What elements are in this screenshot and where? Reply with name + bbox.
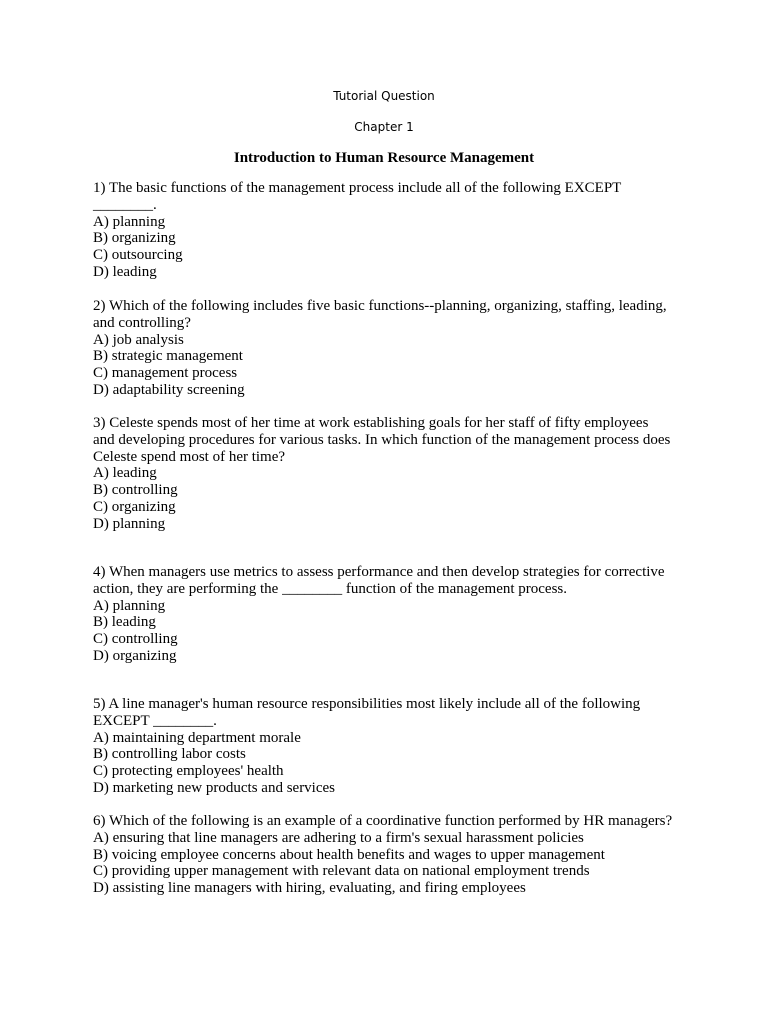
answer-option-b: B) leading xyxy=(93,614,156,631)
document-title: Introduction to Human Resource Management xyxy=(233,150,535,166)
chapter-heading: Chapter 1 xyxy=(354,120,414,134)
answer-option-b: B) controlling xyxy=(93,482,178,499)
answer-option-d: D) leading xyxy=(93,263,157,280)
tutorial-heading: Tutorial Question xyxy=(333,89,435,103)
answer-option-b: B) organizing xyxy=(93,230,176,247)
answer-option-a: A) leading xyxy=(93,465,157,482)
answer-option-a: A) ensuring that line managers are adhering to a firm's sexual harassment policies xyxy=(93,829,584,846)
question-1 xyxy=(93,180,673,281)
answer-option-d: D) adaptability screening xyxy=(93,381,245,398)
question-4 xyxy=(93,564,673,665)
answer-option-c: C) providing upper management with relevant data on national employment trends xyxy=(93,863,590,880)
answer-option-a: A) job analysis xyxy=(93,331,184,348)
answer-option-a: A) planning xyxy=(93,597,166,614)
answer-option-d: D) marketing new products and services xyxy=(93,779,336,796)
answer-option-a: A) planning xyxy=(93,213,166,230)
answer-option-d: D) organizing xyxy=(93,647,177,664)
question-5 xyxy=(93,696,673,797)
question-6 xyxy=(93,813,673,897)
answer-option-c: C) management process xyxy=(93,365,238,382)
question-stem: 4) When managers use metrics to assess performance and then develop strategies for corrective action, they are performing the ________ function of the management process. xyxy=(93,564,665,597)
answer-option-c: C) controlling xyxy=(93,631,178,648)
question-stem: 5) A line manager's human resource responsibilities most likely include all of the following EXCEPT ________. xyxy=(93,696,641,729)
answer-option-c: C) outsourcing xyxy=(93,247,183,264)
answer-option-d: D) planning xyxy=(93,515,166,532)
question-3 xyxy=(93,415,673,533)
question-2 xyxy=(93,298,673,399)
question-stem: 1) The basic functions of the management process include all of the following EXCEPT ________. xyxy=(93,180,622,213)
answer-option-a: A) maintaining department morale xyxy=(93,729,301,746)
answer-option-b: B) voicing employee concerns about health benefits and wages to upper management xyxy=(93,846,605,863)
question-stem: 3) Celeste spends most of her time at work establishing goals for her staff of fifty employees and developing procedures for various tasks. In which function of the management process does Celeste spend most of her time? xyxy=(93,415,671,465)
answer-option-b: B) controlling labor costs xyxy=(93,746,246,763)
question-stem: 6) Which of the following is an example of a coordinative function performed by HR managers? xyxy=(93,813,673,829)
answer-option-d: D) assisting line managers with hiring, evaluating, and firing employees xyxy=(93,880,526,897)
question-stem: 2) Which of the following includes five basic functions--planning, organizing, staffing, leading, and controlling? xyxy=(93,298,667,331)
answer-option-b: B) strategic management xyxy=(93,348,243,365)
answer-option-c: C) protecting employees' health xyxy=(93,763,284,780)
answer-option-c: C) organizing xyxy=(93,498,176,515)
